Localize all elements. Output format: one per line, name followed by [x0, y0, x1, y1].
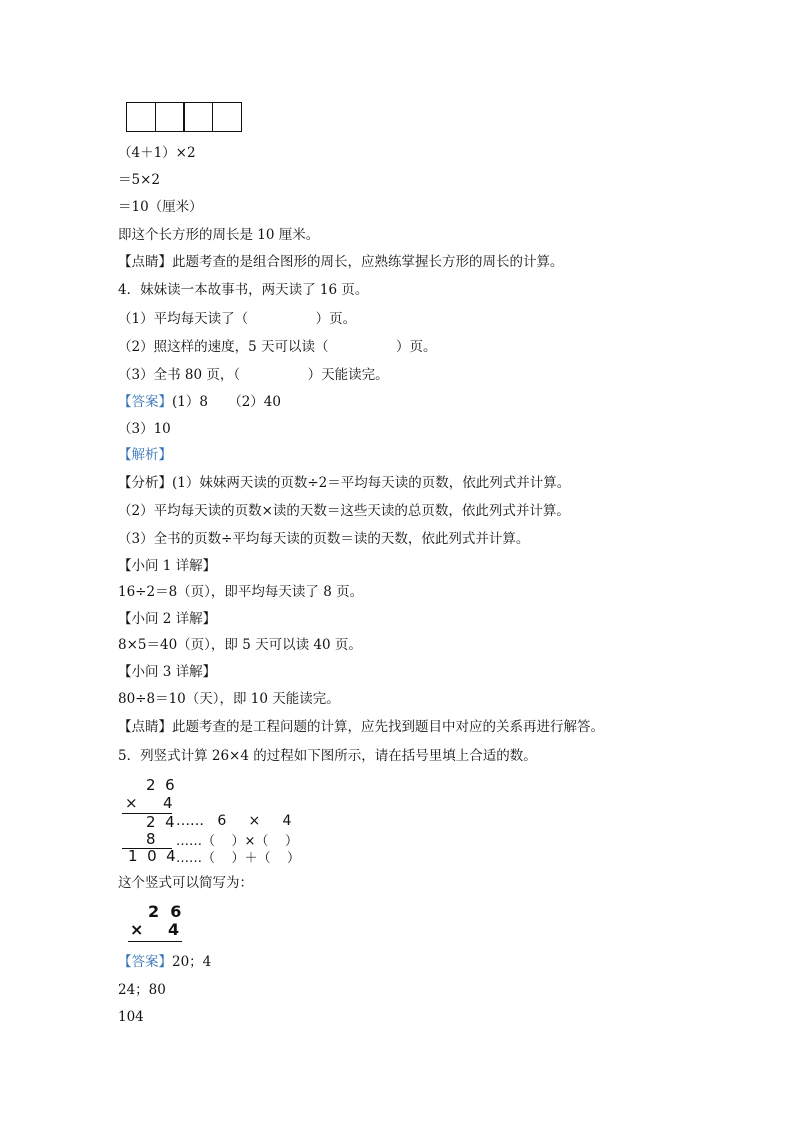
- calc-line: （4＋1）×2: [118, 145, 196, 161]
- answer-4-part-3: （3）10: [118, 421, 171, 437]
- question-4: 4．妹妹读一本故事书，两天读了 16 页。: [118, 282, 369, 298]
- analysis-2: （2）平均每天读的页数×读的天数＝这些天读的总页数，依此列式并计算。: [118, 503, 570, 519]
- partial-note-1: …… 6 × 4: [176, 813, 292, 829]
- sum-note: ……（ ）＋（ ）: [176, 851, 301, 866]
- answer-text: 20；4: [172, 954, 212, 970]
- partial-note-2: ……（ ）×（ ）: [176, 834, 298, 849]
- question-5: 5．列竖式计算 26×4 的过程如下图所示，请在括号里填上合适的数。: [118, 748, 537, 764]
- square: [183, 102, 213, 132]
- answer-tag: 【答案】: [118, 954, 172, 970]
- subq-2-answer: 8×5＝40（页），即 5 天可以读 40 页。: [118, 637, 362, 653]
- jiexi-tag: 【解析】: [118, 447, 172, 463]
- analysis-tag: 【分析】: [118, 475, 172, 491]
- subq-1-answer: 16÷2＝8（页），即平均每天读了 8 页。: [118, 584, 364, 600]
- answer-tag: 【答案】: [118, 394, 172, 410]
- multiplier: 4: [168, 920, 180, 939]
- analysis-text: (1）妹妹两天读的页数÷2＝平均每天读的页数，依此列式并计算。: [172, 475, 571, 491]
- square: [155, 102, 185, 132]
- analysis-1: [118, 474, 570, 492]
- partial-product-2: 8: [146, 830, 156, 848]
- vertical-calculation: [118, 774, 318, 864]
- answer-5-line-2: 24；80: [118, 982, 166, 998]
- times-sign: ×: [130, 920, 144, 939]
- subq-3-answer: 80÷8＝10（天），即 10 天能读完。: [118, 691, 340, 707]
- answer-5-line-3: 104: [118, 1009, 144, 1025]
- question-4-part-3: （3）全书 80 页，（ ）天能读完。: [118, 367, 389, 383]
- answer-4: [118, 393, 281, 411]
- product: 1 0 4: [128, 847, 176, 865]
- square: [212, 102, 242, 132]
- five-squares-figure: [126, 102, 242, 132]
- rule-line: [128, 941, 182, 942]
- times-sign: ×: [125, 794, 138, 812]
- short-vertical-calculation: [126, 902, 196, 944]
- square: [126, 102, 156, 132]
- analysis-3: （3）全书的页数÷平均每天读的页数＝读的天数，依此列式并计算。: [118, 531, 530, 547]
- dianjing-text: 此题考查的是组合图形的周长，应熟练掌握长方形的周长的计算。: [172, 254, 564, 270]
- dianjing-paragraph: [118, 253, 564, 271]
- dianjing-paragraph-2: [118, 718, 604, 736]
- multiplicand: 2 6: [148, 902, 182, 921]
- short-form-intro: 这个竖式可以简写为：: [118, 875, 253, 891]
- subq-3-heading: 【小问 3 详解】: [118, 664, 217, 680]
- subq-2-heading: 【小问 2 详解】: [118, 611, 217, 627]
- answer-text: (1）8 （2）40: [172, 394, 281, 410]
- question-4-part-1: （1）平均每天读了（ ）页。: [118, 311, 357, 327]
- question-4-part-2: （2）照这样的速度，5 天可以读（ ）页。: [118, 339, 437, 355]
- partial-product-1: 2 4: [146, 813, 175, 831]
- multiplier: 4: [163, 794, 173, 812]
- conclusion: 即这个长方形的周长是 10 厘米。: [118, 227, 320, 243]
- dianjing-tag: 【点睛】: [118, 254, 172, 270]
- calc-line: ＝10（厘米）: [118, 199, 203, 215]
- dianjing-text: 此题考查的是工程问题的计算，应先找到题目中对应的关系再进行解答。: [172, 719, 604, 735]
- multiplicand: 2 6: [146, 776, 175, 794]
- calc-line: ＝5×2: [118, 172, 160, 188]
- dianjing-tag: 【点睛】: [118, 719, 172, 735]
- answer-5: [118, 953, 211, 971]
- subq-1-heading: 【小问 1 详解】: [118, 558, 217, 574]
